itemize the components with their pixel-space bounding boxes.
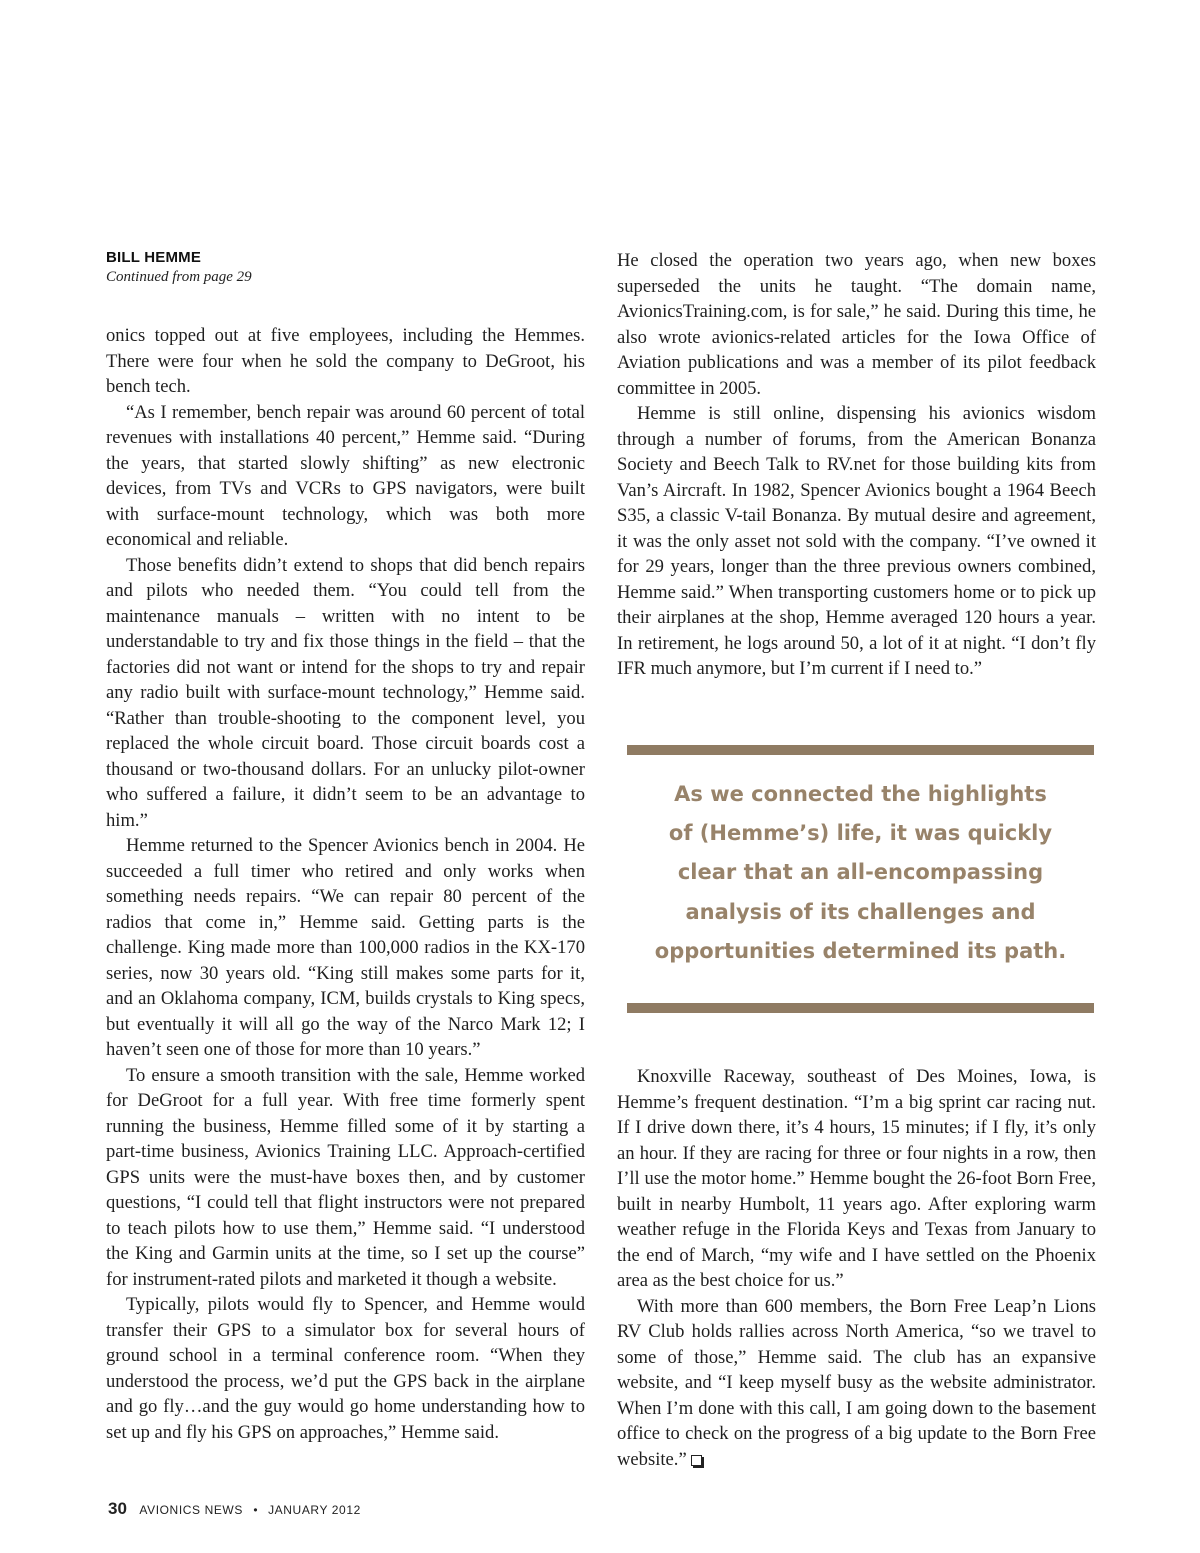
pull-quote-line: analysis of its challenges and — [685, 899, 1036, 924]
pull-quote-top-rule — [627, 745, 1094, 755]
body-paragraph: Hemme is still online, dispensing his avionics wisdom through a number of forums, from the American Bonanza Society and Beech Talk to RV.net for those building kits from Van’s Aircraft. In 1982, Spencer Avionics bought a 1964 Beech S35, a classic V-tail Bonanza. By mutual desire and agreement, it was the only asset not sold with the company. “I’ve owned it for 29 years, longer than the three previous owners combined, Hemme said.” When transporting customers home or to pick up their airplanes at the shop, Hemme averaged 120 hours a year. In retirement, he logs around 50, a lot of it at night. “I don’t fly IFR much anymore, but I’m current if I need to.” — [617, 403, 1096, 679]
final-paragraph-text: With more than 600 members, the Born Free Leap’n Lions RV Club holds rallies across North America, “so we travel to some of those,” Hemme said. The club has an expansive website, and “I keep myself busy as the website administrator. When I’m done with this call, I am going down to the basement office to check on the progress of a big update to the Born Free website.” — [617, 1295, 1096, 1470]
pull-quote — [627, 745, 1094, 1013]
pull-quote-line: clear that an all-encompassing — [677, 860, 1044, 885]
article-kicker: BILL HEMME — [106, 249, 202, 266]
publication-name: AVIONICS NEWS — [139, 1503, 243, 1517]
body-paragraph: “As I remember, bench repair was around 60 percent of total revenues with installations 40 percent,” Hemme said. “During the years, that started slowly shifting” as new electronic devices, from TVs and VCRs to GPS navigators, were built with surface-mount technology, which was both more economical and reliable. — [106, 401, 585, 550]
pull-quote-text — [627, 775, 1094, 971]
pull-quote-line: As we connected the highlights — [674, 782, 1047, 806]
body-paragraph: Knoxville Raceway, southeast of Des Moines, Iowa, is Hemme’s frequent destination. “I’m a big sprint car racing nut. If I drive down there, it’s 4 hours, 15 minutes; if I fly, it’s only an hour. If they are racing for three or four nights in a row, then I’ll use the motor home.” Hemme bought the 26-foot Born Free, built in nearby Humbolt, 11 years ago. After exploring warm weather refuge in the Florida Keys and Texas from January to the end of March, “my wife and I have settled on the Phoenix area as the best choice for us.” — [617, 1066, 1096, 1291]
page-number: 30 — [108, 1499, 127, 1518]
body-paragraph: onics topped out at five employees, including the Hemmes. There were four when he sold the company to DeGroot, his bench tech. — [106, 325, 585, 397]
body-paragraph: He closed the operation two years ago, when new boxes superseded the units he taught. “The domain name, AvionicsTraining.com, is for sale,” he said. During this time, he also wrote avionics-related articles for the Iowa Office of Aviation publications and was a member of its pilot feedback committee in 2005. — [617, 250, 1096, 399]
right-column-lower — [617, 1064, 1096, 1472]
pull-quote-bottom-rule — [627, 1003, 1094, 1013]
issue-date: JANUARY 2012 — [268, 1503, 361, 1517]
pull-quote-line: opportunities determined its path. — [654, 938, 1067, 963]
body-paragraph: Typically, pilots would fly to Spencer, and Hemme would transfer their GPS to a simulator box for several hours of ground school in a terminal conference room. “When they understood the process, we’d put the GPS back in the airplane and go fly…and the guy would go home understanding how to set up and fly his GPS on approaches,” Hemme said. — [106, 1294, 585, 1443]
left-column — [106, 248, 585, 1445]
end-of-article-box-icon — [691, 1455, 702, 1466]
body-paragraph: To ensure a smooth transition with the sale, Hemme worked for DeGroot for a full year. With free time formerly spent running the business, Hemme filled some of it by starting a part-time business, Avionics Training LLC. Approach-certified GPS units were the must-have boxes then, and by customer questions, “I could tell that flight instructors were not prepared to teach pilots how to use them,” Hemme said. “I understood the King and Garmin units at the time, so I set up the course” for instrument-rated pilots and marketed it though a website. — [106, 1064, 585, 1290]
footer-separator: • — [253, 1503, 258, 1517]
body-paragraph: Those benefits didn’t extend to shops that did bench repairs and pilots who needed them. “You could tell from the maintenance manuals – written with no intent to be understandable to try and fix those things in the field – that the factories did not want or intend for the shops to try and repair any radio built with surface-mount technology,” Hemme said. “Rather than trouble-shooting to the component level, you replaced the whole circuit board. Those circuit boards cost a thousand or two-thousand dollars. For an unlucky pilot-owner who suffered a failure, it didn’t seem to be an advantage to him.” — [106, 554, 585, 831]
pull-quote-line: of (Hemme’s) life, it was quickly — [668, 821, 1053, 846]
body-paragraph-final — [617, 1294, 1096, 1473]
page-footer — [108, 1499, 361, 1519]
continued-from-note: Continued from page 29 — [106, 269, 252, 285]
body-paragraph: Hemme returned to the Spencer Avionics bench in 2004. He succeeded a full timer who retired and only works when something needs repairs. “We can repair 80 percent of the radios that come in,” Hemme said. Getting parts is the challenge. King made more than 100,000 radios in the KX-170 series, now 30 years old. “King still makes some parts for it, and an Oklahoma company, ICM, builds crystals to King specs, but eventually it will all go the way of the Narco Mark 12; I haven’t seen one of those for more than 10 years.” — [106, 835, 585, 1060]
right-column-upper — [617, 248, 1096, 682]
